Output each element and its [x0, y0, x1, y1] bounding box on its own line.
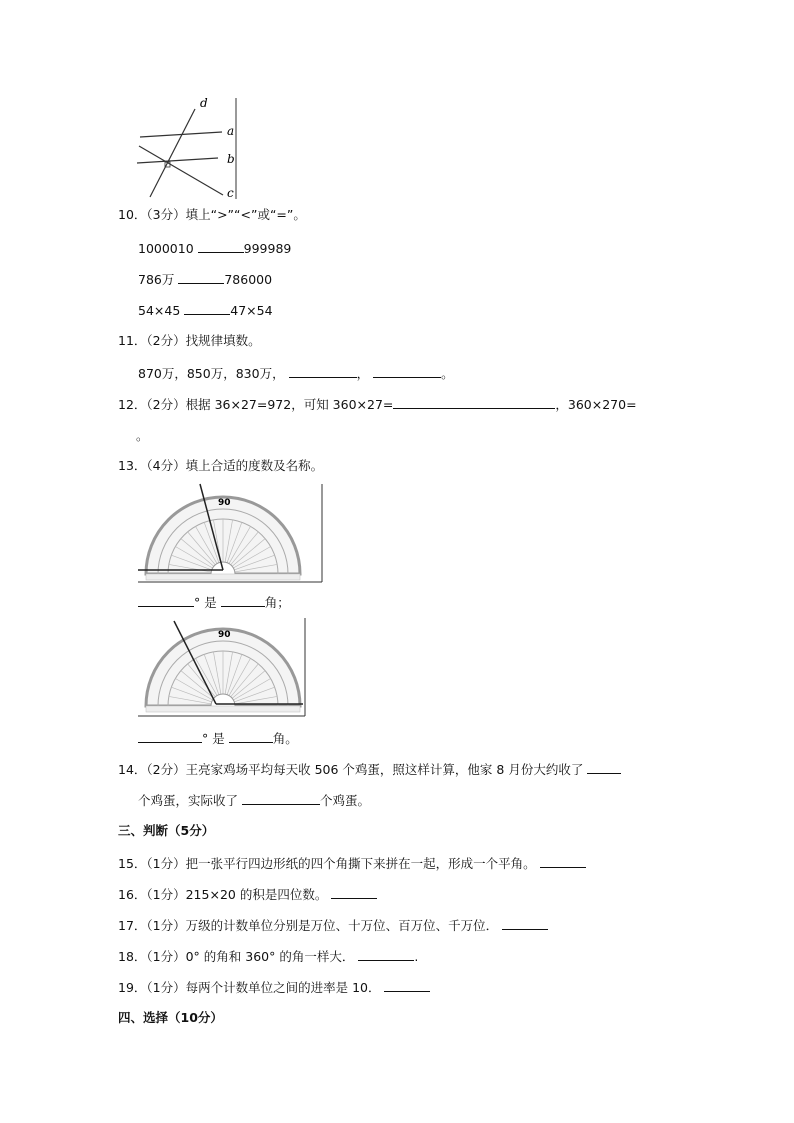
- angle-label: 角。: [272, 731, 298, 746]
- q11-stem: 11．（2分）找规律填数。: [118, 333, 261, 348]
- answer-blank[interactable]: [384, 979, 430, 992]
- q10-item-3: [138, 302, 273, 319]
- q10-right-3: 47×54: [230, 303, 273, 318]
- q11-sequence: [138, 365, 454, 382]
- judge-text: 19．（1分）每两个计数单位之间的进率是 10．: [118, 980, 381, 995]
- answer-blank[interactable]: [198, 240, 244, 253]
- angle-label: 角；: [264, 595, 290, 610]
- label-b: b: [227, 152, 235, 166]
- judge-17: [118, 917, 548, 934]
- q10-item-1: [138, 240, 291, 257]
- judge-18: [118, 948, 418, 965]
- q12-end: 。: [136, 428, 149, 443]
- judge-text: 16．（1分）215×20 的积是四位数。: [118, 887, 328, 902]
- section-4-title: 四、选择（10分）: [118, 1010, 223, 1025]
- answer-blank[interactable]: [242, 792, 320, 805]
- q13-answer-1: [138, 594, 290, 611]
- answer-blank[interactable]: [587, 761, 621, 774]
- line-figure: [0, 0, 794, 220]
- q10-right-1: 999989: [243, 241, 292, 256]
- q14-line2: [138, 792, 370, 809]
- q14-line1: [118, 761, 621, 778]
- answer-blank[interactable]: [229, 730, 273, 743]
- label-a: a: [227, 124, 235, 138]
- answer-blank[interactable]: [221, 594, 265, 607]
- q12: [118, 396, 637, 413]
- q10-left-1: 1000010: [138, 241, 194, 256]
- label-d: d: [200, 96, 208, 110]
- degree-label: ° 是: [202, 731, 225, 746]
- answer-blank[interactable]: [184, 302, 230, 315]
- answer-blank[interactable]: [373, 365, 441, 378]
- answer-blank[interactable]: [502, 917, 548, 930]
- q11-sep: ，: [356, 366, 370, 381]
- answer-blank[interactable]: [393, 396, 555, 409]
- answer-blank[interactable]: [358, 948, 414, 961]
- q10-left-2: 786万: [138, 272, 175, 287]
- q12-mid: ，360×270=: [555, 397, 637, 412]
- judge-text: 17．（1分）万级的计数单位分别是万位、十万位、百万位、千万位．: [118, 918, 499, 933]
- q14-text-3: 个鸡蛋。: [320, 793, 371, 808]
- answer-blank[interactable]: [289, 365, 357, 378]
- q10-right-2: 786000: [224, 272, 273, 287]
- q14-text-2: 个鸡蛋，实际收了: [138, 793, 239, 808]
- judge-text: 18．（1分）0° 的角和 360° 的角一样大．: [118, 949, 355, 964]
- judge-15: [118, 855, 586, 872]
- judge-text: 15．（1分）把一张平行四边形纸的四个角撕下来拼在一起，形成一个平角。: [118, 856, 536, 871]
- answer-blank[interactable]: [331, 886, 377, 899]
- q11-seq: 870万，850万，830万，: [138, 366, 285, 381]
- q10-left-3: 54×45: [138, 303, 181, 318]
- judge-19: [118, 979, 430, 996]
- answer-blank[interactable]: [138, 594, 194, 607]
- label-c: c: [227, 186, 234, 200]
- answer-blank[interactable]: [540, 855, 586, 868]
- q13-answer-2: [138, 730, 298, 747]
- q13-stem: 13．（4分）填上合适的度数及名称。: [118, 458, 324, 473]
- q10-stem: 10．（3分）填上“>”“<”或“=”。: [118, 207, 306, 222]
- protractor-2: [138, 618, 308, 718]
- q12-stem: 12．（2分）根据 36×27=972，可知 360×27=: [118, 397, 394, 412]
- q11-end: 。: [441, 366, 454, 381]
- answer-blank[interactable]: [138, 730, 202, 743]
- protractor-90-label: 90: [218, 498, 231, 508]
- section-3-title: 三、判断（5分）: [118, 823, 215, 838]
- protractor-1: [138, 484, 324, 584]
- answer-blank[interactable]: [178, 271, 224, 284]
- q10-item-2: [138, 271, 272, 288]
- degree-label: ° 是: [194, 595, 217, 610]
- judge-16: [118, 886, 377, 903]
- judge-end: .: [414, 949, 419, 964]
- protractor-90-label: 90: [218, 630, 231, 640]
- q14-text: 14．（2分）王亮家鸡场平均每天收 506 个鸡蛋，照这样计算，他家 8 月份大约收了: [118, 762, 584, 777]
